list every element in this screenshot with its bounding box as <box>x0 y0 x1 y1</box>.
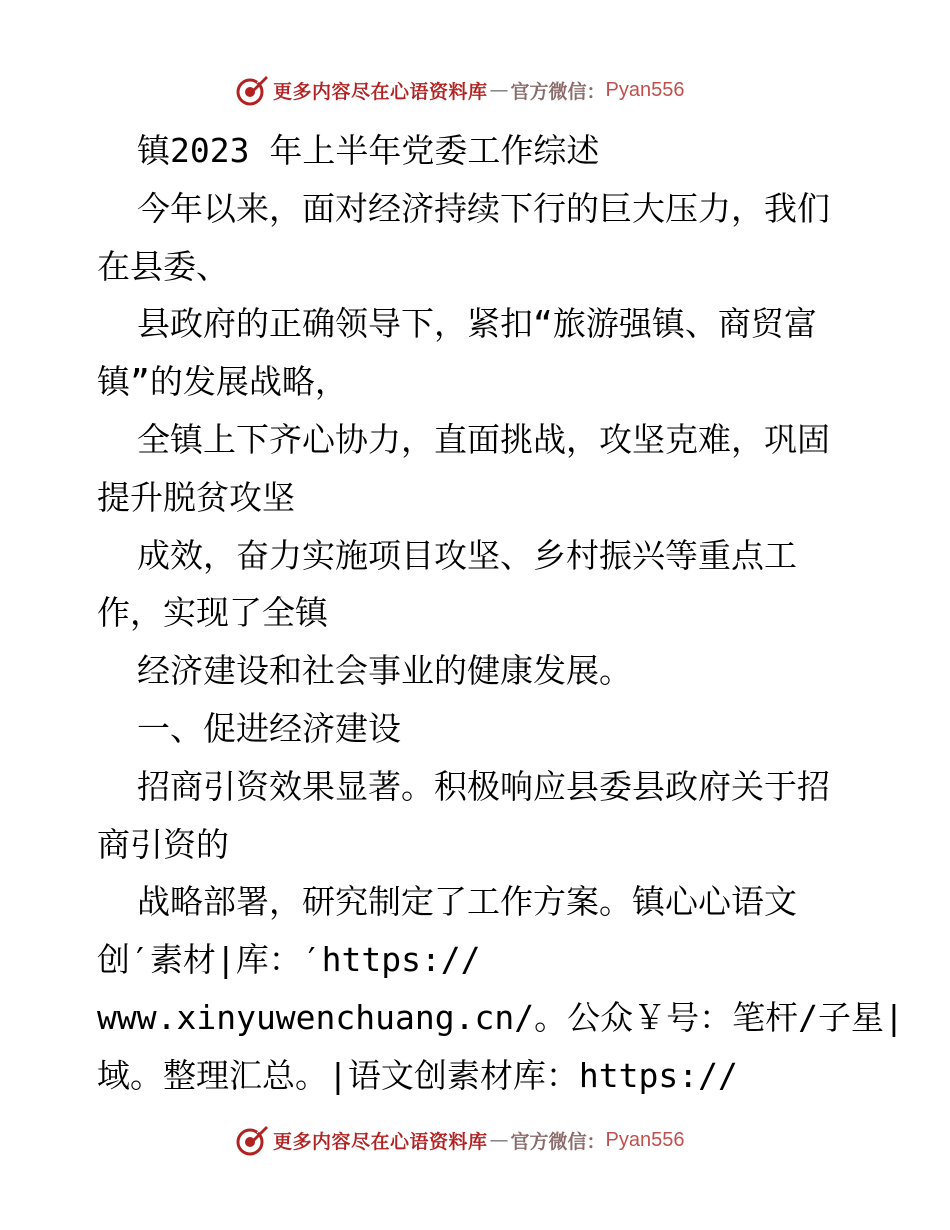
document-title: 镇2023 年上半年党委工作综述 <box>137 131 600 170</box>
header-watermark-banner <box>235 72 685 108</box>
banner-slogan: 更多内容尽在心语资料库 <box>273 80 488 103</box>
banner-wechat-id: Pyan556 <box>605 78 685 101</box>
text-line: 域。整理汇总。|语文创素材库：https:// <box>97 1055 738 1095</box>
footer-watermark-banner <box>235 1122 685 1158</box>
text-line: www.xinyuwenchuang.cn/。公众￥号：笔杆/子星| <box>97 997 904 1037</box>
text-line: 在县委、 <box>97 246 229 286</box>
section-heading: 一、促进经济建设 <box>137 708 401 748</box>
banner-dash: — <box>489 1129 509 1151</box>
text-line: 今年以来，面对经济持续下行的巨大压力，我们 <box>137 188 830 228</box>
text-line: 招商引资效果显著。积极响应县委县政府关于招 <box>137 766 830 806</box>
banner-dash: — <box>489 79 509 101</box>
document-body <box>97 122 904 1105</box>
text-line: 战略部署，研究制定了工作方案。镇心心语文 <box>137 882 797 922</box>
banner-slogan: 更多内容尽在心语资料库 <box>273 1130 488 1153</box>
banner-wechat-label: 官方微信： <box>510 80 606 103</box>
text-line: 县政府的正确领导下，紧扣“旅游强镇、商贸富 <box>137 304 817 344</box>
text-line: 镇”的发展战略， <box>97 362 348 402</box>
text-line: 全镇上下齐心协力，直面挑战，攻坚克难，巩固 <box>137 419 830 459</box>
quill-logo-icon <box>235 1123 269 1157</box>
banner-wechat-label: 官方微信： <box>510 1130 606 1153</box>
quill-logo-icon <box>235 73 269 107</box>
text-line: 商引资的 <box>97 824 229 864</box>
text-line: 经济建设和社会事业的健康发展。 <box>137 651 632 691</box>
text-line: 作，实现了全镇 <box>97 593 328 633</box>
banner-wechat-id: Pyan556 <box>605 1128 685 1151</box>
text-line: 创′素材|库：′https:// <box>97 940 481 980</box>
text-line: 提升脱贫攻坚 <box>97 477 295 517</box>
text-line: 成效，奋力实施项目攻坚、乡村振兴等重点工 <box>137 535 797 575</box>
